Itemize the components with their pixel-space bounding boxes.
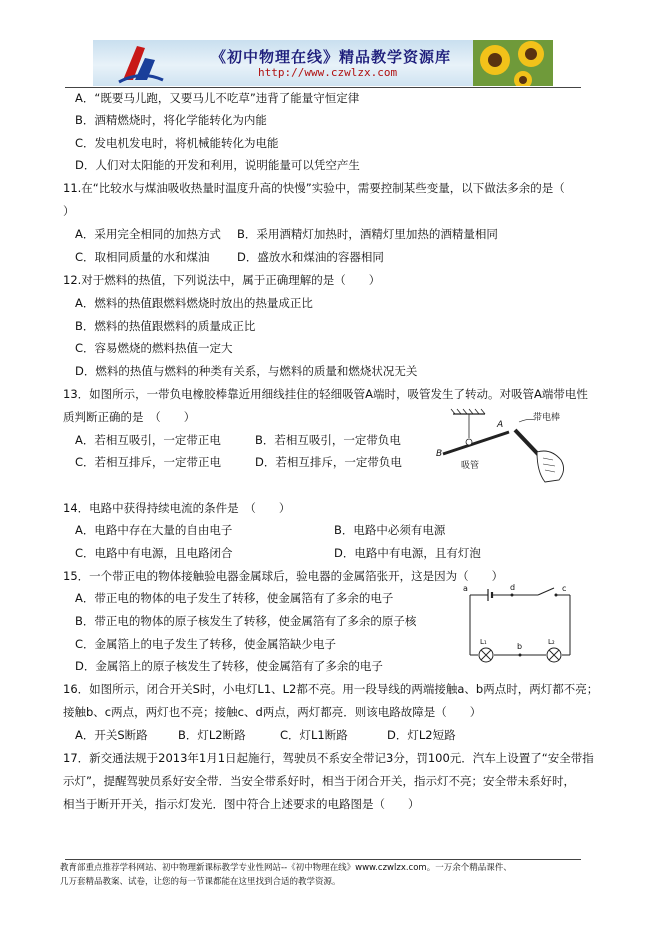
text-line: 13．如图所示，一带负电橡胶棒靠近用细线挂住的轻细吸管A端时，吸管发生了转动。对吸管A端带电性: [63, 387, 588, 401]
text-line: D．盛放水和煤油的容器相同: [237, 250, 384, 264]
text-line: A．开关S断路: [75, 728, 148, 742]
text-line: A．带正电的物体的电子发生了转移，使金属箔有了多余的电子: [75, 591, 394, 605]
text-line: A．采用完全相同的加热方式: [75, 227, 221, 241]
text-line: A．燃料的热值跟燃料燃烧时放出的热量成正比: [75, 296, 313, 310]
text-line: D．燃料的热值与燃料的种类有关系，与燃料的质量和燃烧状况无关: [75, 364, 418, 378]
text-line: C．容易燃烧的燃料热值一定大: [75, 341, 233, 355]
text-line: D．若相互排斥，一定带负电: [255, 455, 402, 469]
label-l2: L₂: [548, 638, 555, 646]
figure-13-rod-and-straw: [433, 408, 583, 488]
banner-url: http://www.czwlzx.com: [258, 66, 398, 79]
text-line: B．若相互吸引，一定带负电: [255, 433, 401, 447]
text-line: B．燃料的热值跟燃料的质量成正比: [75, 319, 256, 333]
text-line: D．人们对太阳能的开发和利用，说明能量可以凭空产生: [75, 158, 360, 172]
text-line: 17．新交通法规于2013年1月1日起施行，驾驶员不系安全带记3分，罚100元．汽车上设置了“安全带指: [63, 751, 594, 765]
text-line: 12.对于燃料的热值，下列说法中，属于正确理解的是（ ）: [63, 273, 381, 287]
label-straw: 吸管: [461, 461, 480, 471]
text-line: 11.在“比较水与煤油吸收热量时温度升高的快慢”实验中，需要控制某些变量，以下做法多余的是（: [63, 181, 565, 195]
text-line: B．灯L2断路: [178, 728, 246, 742]
label-a: A: [497, 420, 504, 430]
text-line: 16．如图所示，闭合开关S时，小电灯L1、L2都不亮。用一段导线的两端接触a、b两点时，两灯都不亮；: [63, 682, 599, 696]
text-line: A．“既要马儿跑，又要马儿不吃草”违背了能量守恒定律: [75, 91, 360, 105]
header-rule: [65, 87, 581, 88]
label-b: B: [436, 449, 443, 459]
footer-line-2: 几万套精品教案、试卷，让您的每一节课都能在这里找到合适的教学资源。: [60, 877, 341, 887]
label-d: d: [510, 583, 516, 592]
footer-rule: [65, 859, 581, 860]
text-line: B．采用酒精灯加热时，酒精灯里加热的酒精量相同: [237, 227, 498, 241]
banner-title: 《初中物理在线》精品教学资源库: [211, 48, 452, 66]
text-line: 15．一个带正电的物体接触验电器金属球后，验电器的金属箔张开，这是因为（ ）: [63, 569, 504, 583]
logo-icon: [111, 40, 171, 86]
text-line: C．取相同质量的水和煤油: [75, 250, 210, 264]
text-line: D．电路中有电源，且有灯泡: [334, 546, 481, 560]
text-line: 相当于断开开关，指示灯发光．图中符合上述要求的电路图是（ ）: [63, 797, 420, 811]
text-line: 质判断正确的是 （ ）: [63, 410, 196, 424]
text-line: C．发电机发电时，将机械能转化为电能: [75, 136, 279, 150]
label-rod: 带电棒: [533, 413, 561, 423]
label-b: b: [517, 642, 523, 651]
text-line: B．酒精燃烧时，将化学能转化为内能: [75, 113, 267, 127]
text-line: D．灯L2短路: [387, 728, 456, 742]
figure-circuit: [460, 583, 580, 665]
text-line: 示灯”，提醒驾驶员系好安全带．当安全带系好时，相当于闭合开关，指示灯不亮；安全带未系好时，: [63, 774, 575, 788]
text-line: C．若相互排斥，一定带正电: [75, 455, 222, 469]
text-line: C．灯L1断路: [280, 728, 348, 742]
text-line: 接触b、c两点，两灯也不亮；接触c、d两点，两灯都亮．则该电路故障是（ ）: [63, 705, 482, 719]
text-line: A．若相互吸引，一定带正电: [75, 433, 221, 447]
text-line: B．电路中必须有电源: [334, 523, 446, 537]
sunflower-icon: [473, 40, 553, 86]
label-c: c: [562, 584, 567, 593]
text-line: D．金属箔上的原子核发生了转移，使金属箔有了多余的电子: [75, 659, 383, 673]
text-line: 14．电路中获得持续电流的条件是 （ ）: [63, 501, 291, 515]
text-line: B．带正电的物体的原子核发生了转移，使金属箔有了多余的原子核: [75, 614, 417, 628]
text-line: ）: [63, 204, 75, 218]
label-l1: L₁: [480, 638, 487, 646]
text-line: A．电路中存在大量的自由电子: [75, 523, 233, 537]
text-line: C．金属箔上的电子发生了转移，使金属箔缺少电子: [75, 637, 337, 651]
header-banner: [93, 40, 553, 86]
label-a: a: [463, 584, 468, 593]
text-line: C．电路中有电源，且电路闭合: [75, 546, 233, 560]
footer-line-1: 教育部重点推荐学科网站、初中物理新课标教学专业性网站--《初中物理在线》www.czwlzx.com。一万余个精品课件、: [60, 863, 512, 873]
